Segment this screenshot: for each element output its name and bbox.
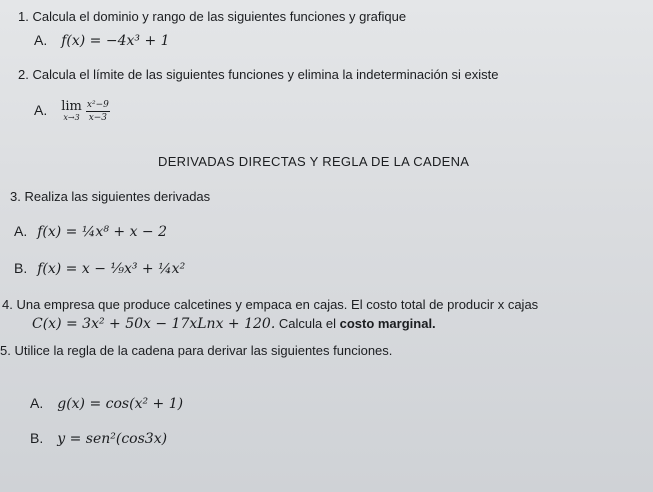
limit-operator <box>61 101 82 122</box>
section-heading: DERIVADAS DIRECTAS Y REGLA DE LA CADENA <box>158 154 470 169</box>
question-2-text: 2. Calcula el límite de las siguientes funciones y elimina la indeterminación si existe <box>18 67 499 82</box>
question-3-option-a <box>14 223 167 240</box>
option-a-label: A. <box>34 32 48 48</box>
question-1-option-a <box>34 32 170 49</box>
question-1-function: f(x) = −4x³ + 1 <box>61 33 170 49</box>
question-2-option-a <box>34 98 110 124</box>
question-5-text: 5. Utilice la regla de la cadena para derivar las siguientes funciones. <box>0 343 393 358</box>
limit-expression <box>61 100 110 124</box>
fraction-numerator: x²−9 <box>86 99 109 110</box>
question-3-text: 3. Realiza las siguientes derivadas <box>10 189 211 204</box>
cost-instruction: Calcula el <box>275 316 340 331</box>
option-a-label: A. <box>30 395 44 411</box>
option-b-label: B. <box>30 430 44 446</box>
cost-function: C(x) = 3x² + 50x − 17xLnx + 120. <box>32 316 276 332</box>
fraction-denominator: x−3 <box>88 112 108 123</box>
limit-fraction <box>86 100 110 124</box>
cost-marginal-text: costo marginal. <box>339 316 436 331</box>
option-b-label: B. <box>14 260 28 276</box>
question-3a-function: f(x) = ¼x⁸ + x − 2 <box>37 224 168 240</box>
option-a-label: A. <box>34 102 48 118</box>
limit-word: lim <box>61 99 82 114</box>
question-5b-function: y = sen²(cos3x) <box>57 431 168 447</box>
question-3-option-b <box>14 260 185 277</box>
question-4-text: 4. Una empresa que produce calcetines y empaca en cajas. El costo total de producir x cajas <box>2 297 539 312</box>
option-a-label: A. <box>14 223 28 239</box>
question-3b-function: f(x) = x − ⅑x³ + ¼x² <box>37 261 186 277</box>
question-5-option-b <box>30 430 167 447</box>
question-5a-function: g(x) = cos(x² + 1) <box>57 396 184 412</box>
question-1-text: 1. Calcula el dominio y rango de las siguientes funciones y grafique <box>18 9 407 24</box>
question-4-cost-line <box>32 316 436 332</box>
question-5-option-a <box>30 395 183 412</box>
limit-subscript: x→3 <box>63 113 80 122</box>
